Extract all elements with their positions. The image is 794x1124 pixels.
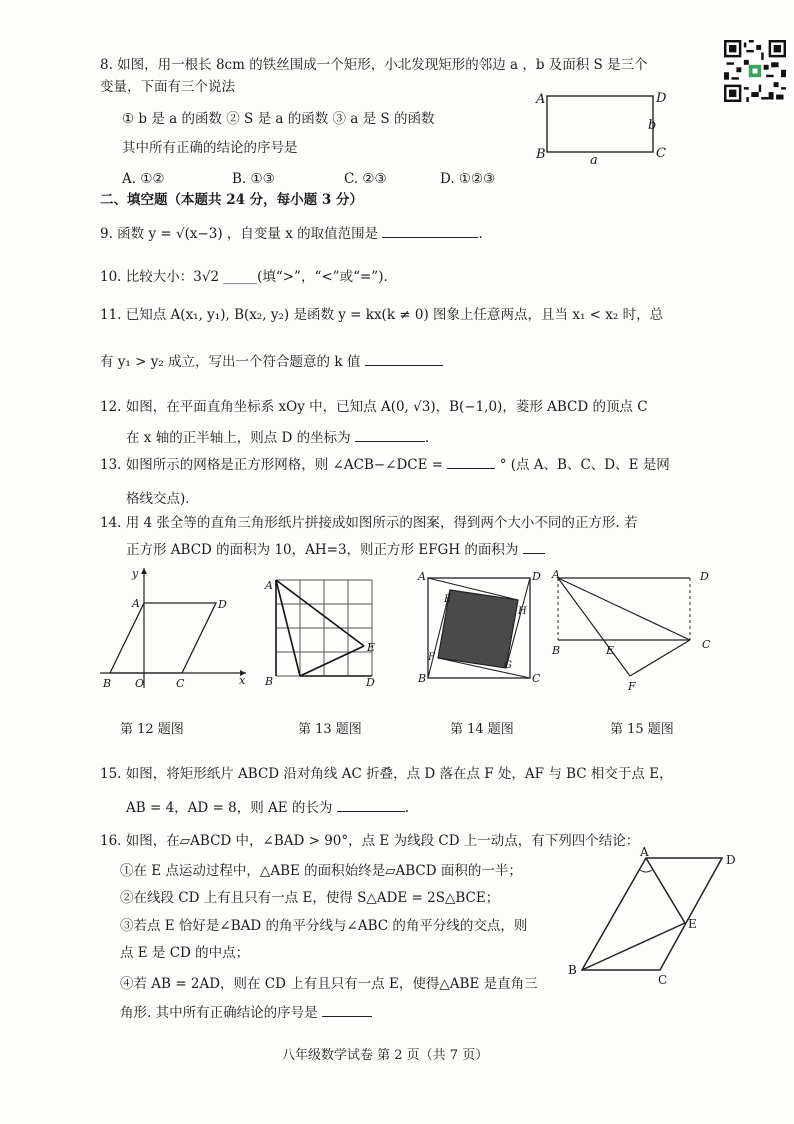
q13-stem-tail: ° (点 A、B、C、D、E 是网 (499, 457, 670, 473)
q15-stem: AB = 4，AD = 8，则 AE 的长为 (126, 800, 333, 816)
q9-text (100, 224, 483, 243)
fig12-x-axis-label: x (239, 674, 246, 687)
fig13-label-d: D (366, 676, 375, 689)
fig16-label-c: C (658, 973, 668, 987)
q11-line1: 11. 已知点 A(x₁, y₁), B(x₂, y₂) 是函数 y = kx(k ≠ 0) 图象上任意两点，且当 x₁ < x₂ 时，总 (100, 307, 664, 323)
caption-fig-15: 第 15 题图 (610, 722, 674, 737)
fig12-label-c: C (176, 677, 185, 690)
label-a-side: a (590, 153, 598, 165)
q16-stem: 角形. 其中所有正确结论的序号是 (120, 1005, 318, 1021)
q14-line1: 14. 用 4 张全等的直角三角形纸片拼接成如图所示的图案，得到两个大小不同的正方形. 若 (100, 515, 638, 531)
q8-rectangle-figure (530, 85, 670, 165)
figure-12 (96, 563, 256, 693)
fig14-label-h: H (518, 606, 527, 617)
figure-13 (262, 572, 392, 690)
q16-statement-3b: 点 E 是 CD 的中点； (120, 945, 250, 961)
q8-line2: 变量，下面有三个说法 (100, 79, 235, 95)
q8-option-b: B. ①③ (232, 171, 275, 187)
q8-statements: ① b 是 a 的函数 ② S 是 a 的函数 ③ a 是 S 的函数 (122, 111, 435, 127)
fig14-label-f: F (428, 652, 435, 663)
figure-15 (550, 568, 720, 698)
fig14-label-a: A (418, 570, 426, 583)
caption-fig-12: 第 12 题图 (120, 722, 184, 737)
q8-option-d: D. ①②③ (440, 171, 496, 187)
q14-answer-blank (523, 540, 545, 554)
q15-line2: AB = 4，AD = 8，则 AE 的长为 . (126, 800, 409, 816)
q11-line2 (100, 352, 443, 371)
q15-line1: 15. 如图，将矩形纸片 ABCD 沿对角线 AC 折叠，点 D 落在点 F 处，AF 与 BC 相交于点 E， (100, 766, 673, 782)
page-footer: 八年级数学试卷 第 2 页（共 7 页） (282, 1048, 489, 1063)
q16-statement-2: ②在线段 CD 上有且只有一点 E，使得 S△ADE = 2S△BCE； (120, 890, 500, 906)
fig12-y-axis-label: y (132, 567, 139, 580)
fig13-label-e: E (367, 641, 376, 654)
fig16-label-a: A (640, 845, 649, 859)
fig16-label-d: D (726, 853, 736, 867)
q10-text: 10. 比较大小：3√2 _____(填“>”，“<”或“=”)． (100, 269, 397, 285)
q16-statement-3: ③若点 E 恰好是∠BAD 的角平分线与∠ABC 的角平分线的交点，则 (120, 918, 528, 934)
q12-line2: 在 x 轴的正半轴上，则点 D 的坐标为 . (126, 430, 430, 446)
fig15-label-a: A (552, 568, 560, 581)
q16-statement-4b (120, 1003, 372, 1022)
q8-option-c: C. ②③ (344, 171, 387, 187)
q9-answer-blank (382, 224, 478, 238)
q8-prompt: 其中所有正确的结论的序号是 (122, 140, 298, 156)
fig12-label-a: A (132, 597, 140, 610)
label-c-vertex: C (656, 146, 666, 161)
fig15-label-b: B (552, 644, 561, 657)
q16-answer-blank (322, 1003, 372, 1017)
q8-line1: 8. 如图，用一根长 8cm 的铁丝围成一个矩形，小北发现矩形的邻边 a ，b 及面积 S 是三个 (100, 57, 648, 73)
fig13-label-a: A (265, 579, 273, 592)
q15-answer-blank (337, 798, 405, 812)
fig14-label-b: B (418, 672, 427, 685)
label-b-side: b (648, 118, 657, 133)
fig16-label-b: B (568, 963, 577, 977)
q13-line1 (100, 455, 670, 474)
label-b-vertex: B (536, 147, 546, 162)
fig15-label-c: C (702, 638, 711, 651)
fig14-label-g: G (504, 660, 512, 671)
fig14-label-c: C (532, 672, 541, 685)
q13-stem: 13. 如图所示的网格是正方形网格，则 ∠ACB−∠DCE = (100, 457, 444, 473)
figure-16 (560, 840, 780, 990)
fig15-label-e: E (606, 644, 615, 657)
fig14-label-d: D (532, 570, 541, 583)
q16-statement-1: ①在 E 点运动过程中，△ABE 的面积始终是▱ABCD 面积的一半； (120, 863, 522, 879)
q11-answer-blank (365, 352, 443, 366)
fig12-label-o: O (135, 677, 145, 690)
q12-line1: 12. 如图，在平面直角坐标系 xOy 中，已知点 A(0, √3)，B(−1,0)，菱形 ABCD 的顶点 C (100, 399, 648, 415)
q8-option-a: A. ①② (122, 171, 165, 187)
q9-period: . (478, 226, 483, 242)
label-d-vertex: D (656, 91, 667, 106)
q14-stem: 正方形 ABCD 的面积为 10，AH=3，则正方形 EFGH 的面积为 (126, 542, 519, 558)
section-heading-fill-in: 二、填空题（本题共 24 分，每小题 3 分） (100, 192, 363, 208)
fig13-label-b: B (265, 675, 274, 688)
q12-answer-blank (355, 428, 425, 442)
q11-stem: 有 y₁ > y₂ 成立，写出一个符合题意的 k 值 (100, 354, 361, 370)
label-a-vertex: A (536, 92, 546, 107)
q12-stem: 在 x 轴的正半轴上，则点 D 的坐标为 (126, 430, 351, 446)
q13-answer-blank (447, 455, 495, 469)
q16-line1: 16. 如图，在▱ABCD 中，∠BAD > 90°，点 E 为线段 CD 上一动点，有下列四个结论： (100, 833, 640, 849)
q9-stem: 9. 函数 y = √(x−3) ，自变量 x 的取值范围是 (100, 226, 379, 242)
fig15-label-f: F (628, 680, 636, 693)
caption-fig-13: 第 13 题图 (298, 722, 362, 737)
qr-code-icon (724, 40, 786, 102)
figure-14 (414, 568, 542, 688)
fig15-label-d: D (700, 570, 709, 583)
fig12-label-b: B (103, 677, 112, 690)
q14-line2 (126, 540, 545, 559)
q16-statement-4: ④若 AB = 2AD，则在 CD 上有且只有一点 E，使得△ABE 是直角三 (120, 976, 538, 992)
fig12-label-d: D (218, 598, 227, 611)
fig16-label-e: E (688, 917, 697, 931)
fig14-label-e: E (444, 594, 452, 605)
caption-fig-14: 第 14 题图 (450, 722, 514, 737)
q13-line2: 格线交点)． (126, 491, 199, 507)
